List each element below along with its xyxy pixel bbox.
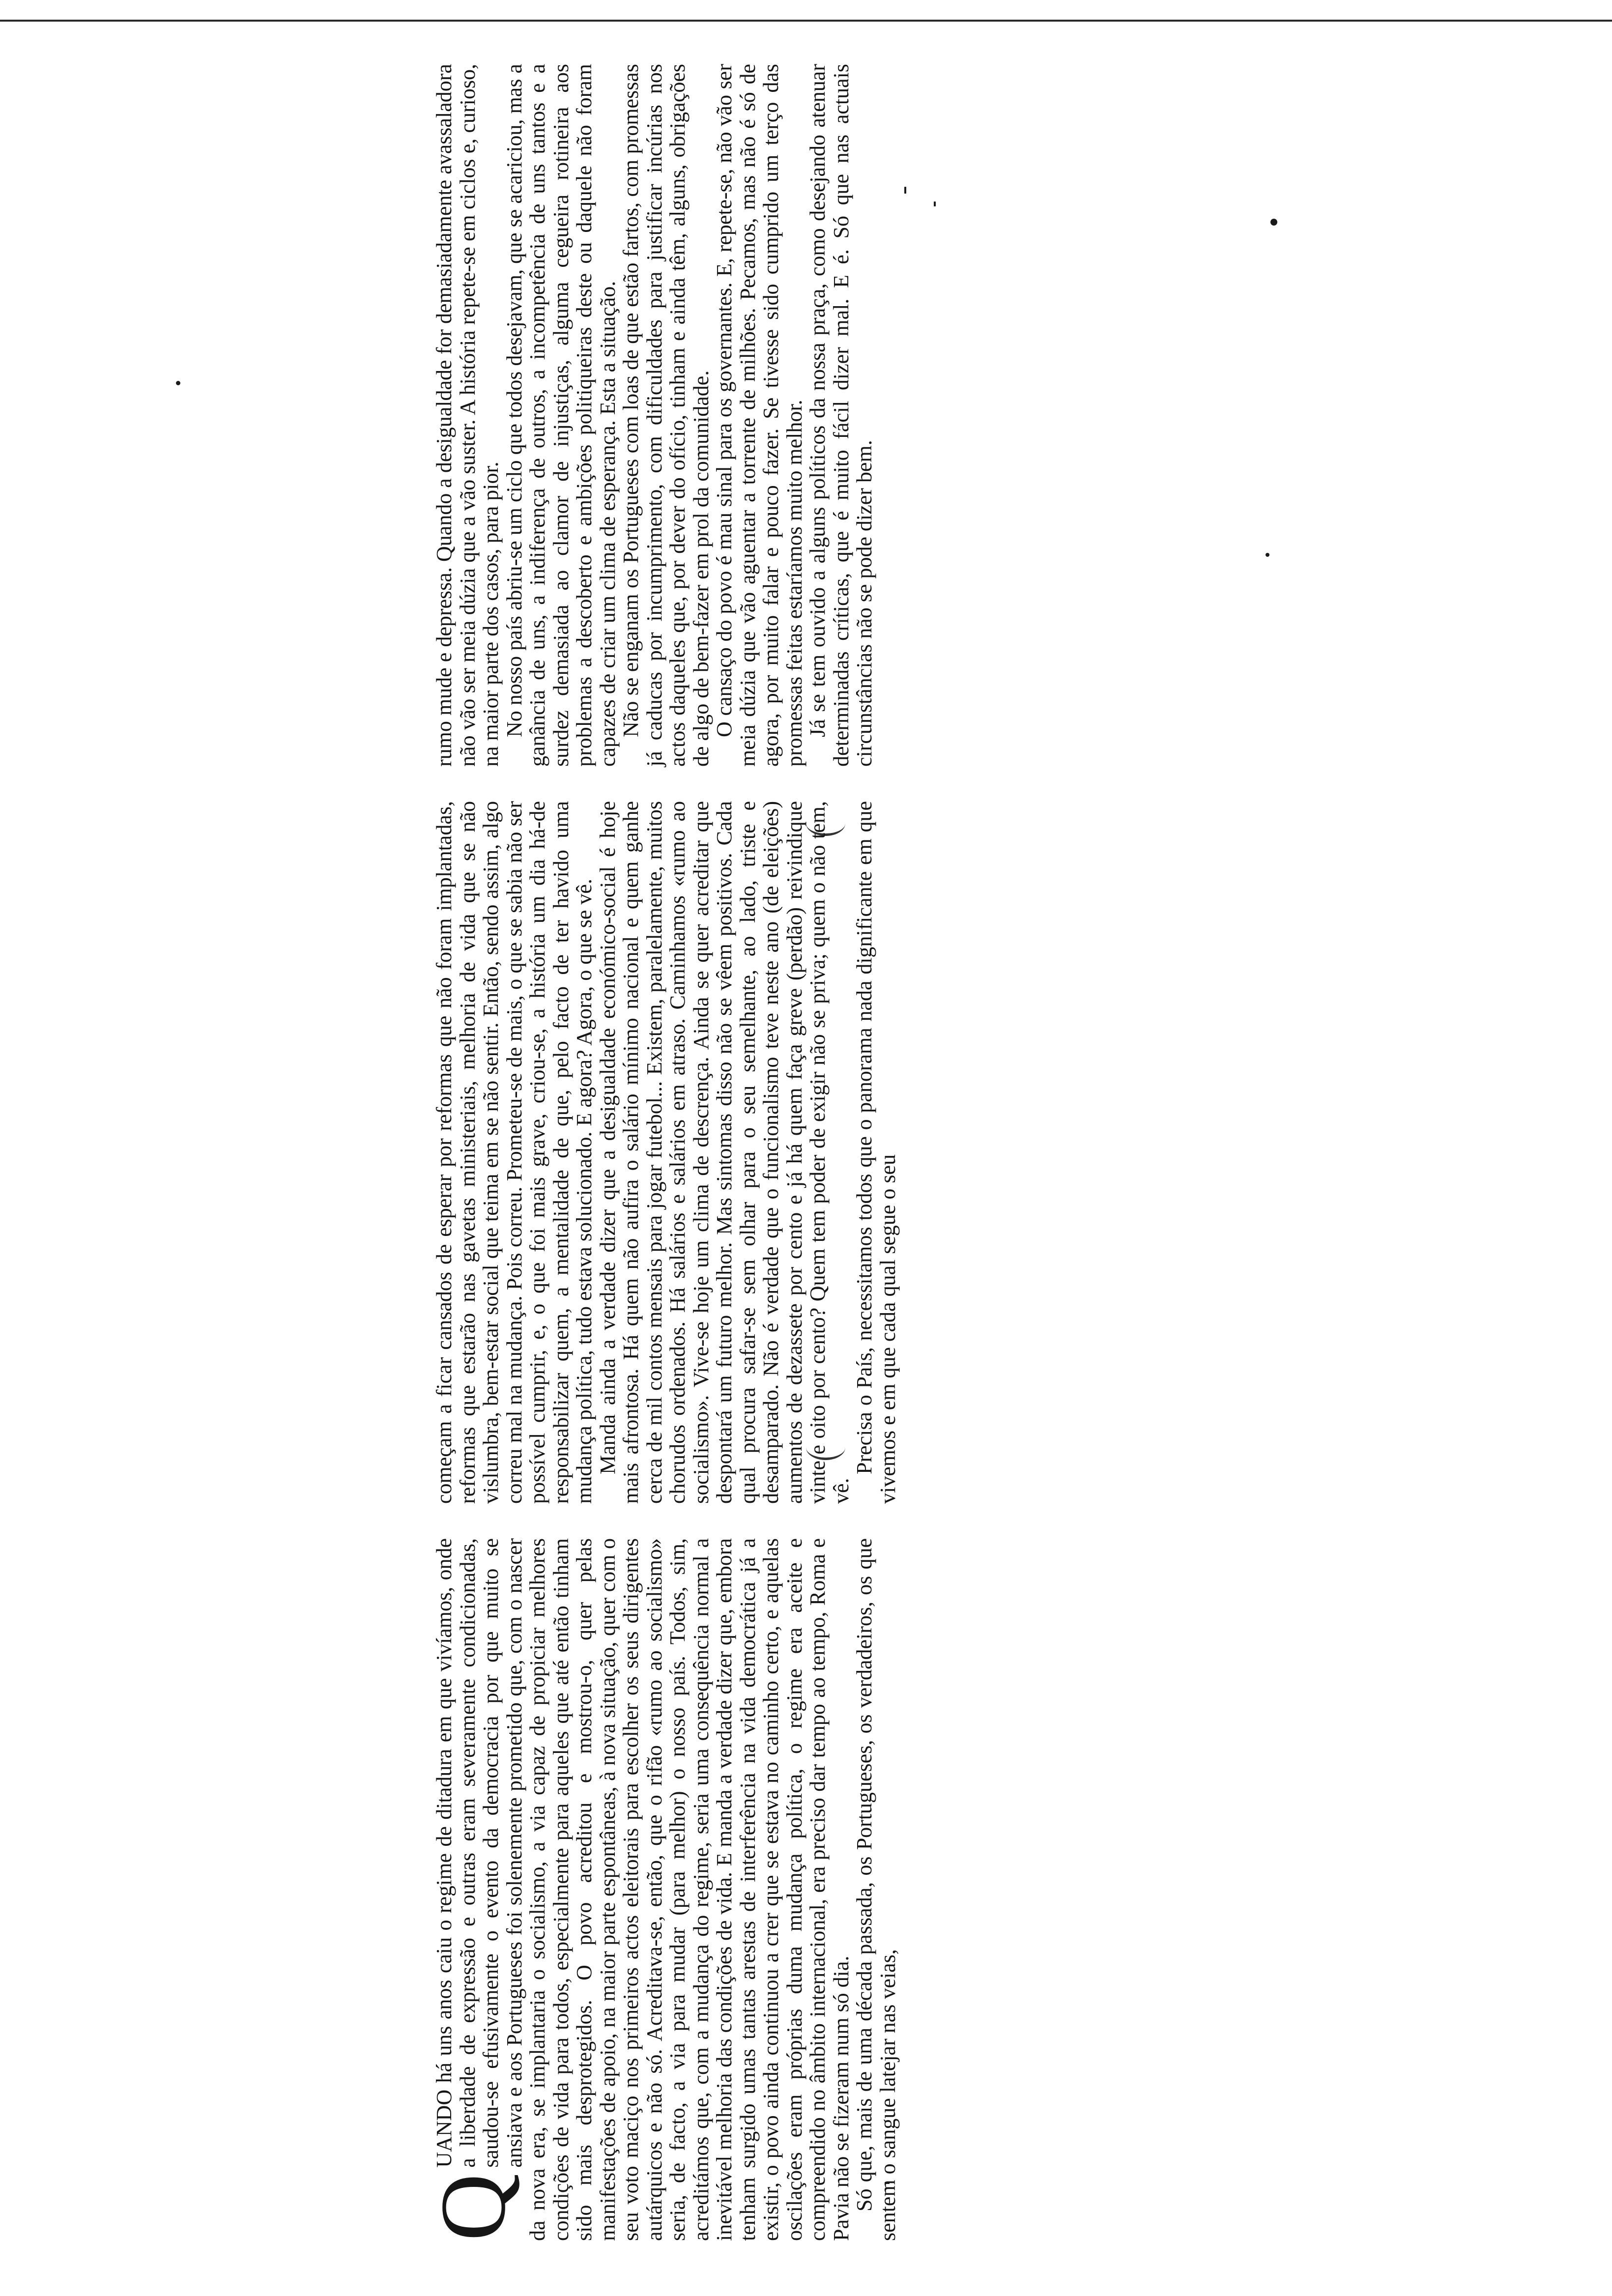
drop-cap: Q: [422, 2173, 525, 2241]
scan-top-rule: [0, 20, 1612, 22]
paragraph: Já se tem ouvido a alguns políticos da nossa praça, como desejando atenuar determinadas críticas, que é muito fácil dizer mal. E é. Só que nas actuais circunstâncias não se pode dizer bem.: [806, 64, 877, 767]
paragraph: começam a ficar cansados de esperar por reformas que não foram implantadas, reformas que estarão nas gavetas ministeriais, melhoria de vida que se não vislumbra, bem-estar social que teima em se não sentir. Então, sendo assim, algo correu mal na mudança. Pois correu. Prometeu-se de mais, o que se sabia não ser possível cumprir, e, o que foi mais grave, criou-se, a história um dia há-de responsabilizar quem, a mentalidade de que, pelo facto de ter havido uma mudança política, tudo estava solucionado. E agora? Agora, o que se vê.: [432, 801, 597, 1504]
scan-speck: [176, 381, 180, 385]
paragraph-text: UANDO há uns anos caiu o regime de ditadura em que vivíamos, onde a liberdade de expressão e outras eram severamente condicionadas, saudou-se efusivamente o evento da democracia por que muito se ansiava e aos Portugueses foi solenemente prometido que, com o nascer da nova era, se implantaria o socialismo, a via capaz de propiciar melhores condições de vida para todos, especialmente para aqueles que até então tinham sido mais desprotegidos. O povo acreditou e mostrou-o, quer pelas manifestações de apoio, na maior parte espontâneas, à nova situação, quer com o seu voto maciço nos primeiros actos eleitorais para escolher os seus dirigentes autárquicos e não só. Acreditava-se, então, que o rifão «rumo ao socialismo» seria, de facto, a via para mudar (para melhor) o nosso país. Todos, sim, acreditámos que, com a mudança do regime, seria uma consequência normal a inevitável melhoria das condições de vida. E manda a verdade dizer que, embora tenham surgido umas tantas arestas de interferência na vida democrática já a existir, o povo ainda continuou a crer que se estava no caminho certo, e aquelas oscilações eram próprias duma mudança política, o regime era aceite e compreendido no âmbito internacional, era preciso dar tempo ao tempo, Roma e Pavia não se fizeram num só dia.: [432, 1538, 853, 2241]
paragraph: Não se enganam os Portugueses com loas de que estão fartos, com promessas já caducas por incumprimento, com dificuldades para justificar incúrias nos actos daqueles que, por dever do ofício, tinham e ainda têm, alguns, obrigações de algo de bem-fazer em prol da comunidade.: [619, 64, 713, 767]
paragraph: Precisa o País, necessitamos todos que o panorama nada dignificante em que vivemos e em que cada qual segue o seu: [852, 801, 900, 1504]
rotated-article: [422, 64, 1111, 2241]
article-column-3: [432, 64, 1111, 767]
article-column-2: [432, 801, 1111, 1504]
paragraph: No nosso país abriu-se um ciclo que todos desejavam, que se acariciou, mas a ganância de uns, a indiferença de outros, a incompetência de uns tantos e a surdez demasiada ao clamor de injustiças, alguma cegueira rotineira aos problemas a descoberto e ambições politiqueiras deste ou daquele não foram capazes de criar um clima de esperança. Esta a situação.: [502, 64, 620, 767]
paragraph: Manda ainda a verdade dizer que a desigualdade económico-social é hoje mais afrontosa. Há quem não aufira o salário mínimo nacional e quem ganhe cerca de mil contos mensais para jogar futebol... Existem, paralelamente, muitos chorudos ordenados. Há salários e salários em atraso. Caminhamos «rumo ao socialismo». Vive-se hoje um clima de descrença. Ainda se quer acreditar que despontará um futuro melhor. Mas sintomas disso não se vêem positivos. Cada qual procura safar-se sem olhar para o seu semelhante, ao lado, triste e desamparado. Não é verdade que o funcionalismo teve neste ano (de eleições) aumentos de dezassete por cento e já há quem faça greve (perdão) reivindique vinte e oito por cento? Quem tem poder de exigir não se priva; quem o não tem, vê.: [595, 801, 853, 1504]
scan-speck: [1266, 553, 1269, 557]
scan-speck: [1270, 219, 1277, 226]
paragraph: [422, 1538, 853, 2241]
article-columns: [422, 64, 1111, 2241]
article-column-1: [422, 1538, 1111, 2241]
paragraph: Só que, mais de uma década passada, os Portugueses, os verdadeiros, os que sentem o sangue latejar nas veias,: [852, 1538, 900, 2241]
paragraph: rumo mude e depressa. Quando a desigualdade for demasiadamente avassaladora não vão ser meia dúzia que a vão suster. A história repete-se em ciclos e, curioso, na maior parte dos casos, para pior.: [432, 64, 503, 767]
paragraph: O cansaço do povo é mau sinal para os governantes. E, repete-se, não vão ser meia dúzia que vão aguentar a torrente de milhões. Pecamos, mas não é só de agora, por muito falar e pouco fazer. Se tivesse sido cumprido um terço das promessas feitas estaríamos muito melhor.: [712, 64, 806, 767]
